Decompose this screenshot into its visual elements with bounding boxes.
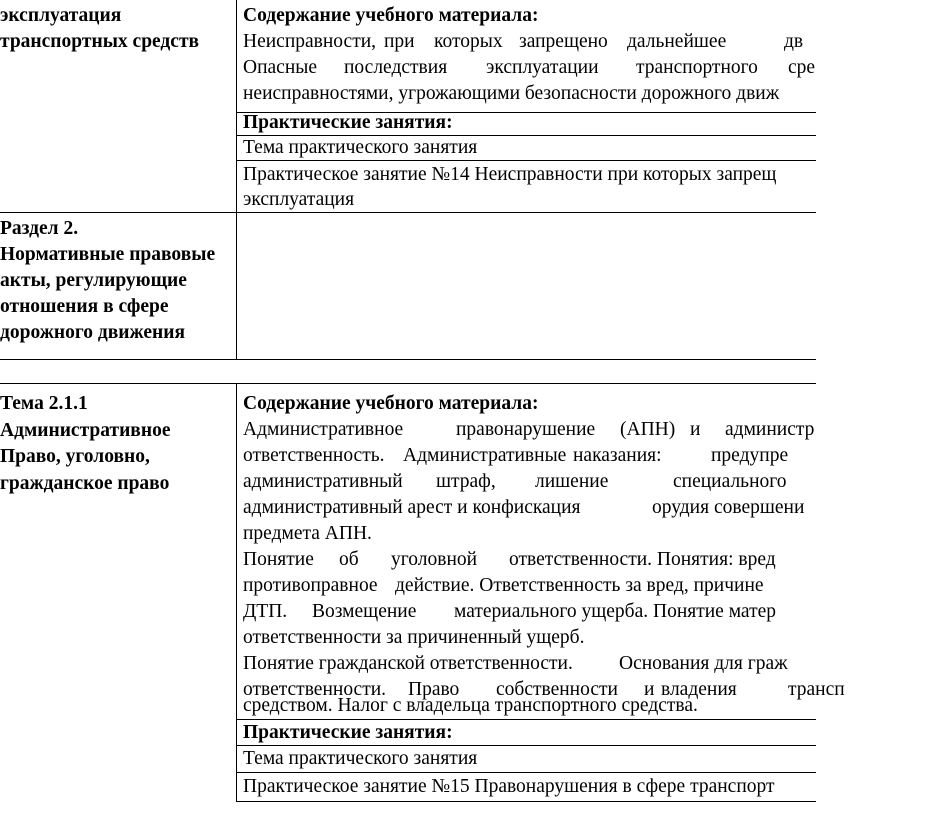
word: Административные	[403, 445, 567, 466]
word: и	[690, 419, 701, 440]
topic-title: Тема 2.1.1	[0, 393, 88, 414]
word: Право	[408, 679, 460, 700]
justified-text-line	[243, 417, 943, 443]
word: ответственность.	[243, 445, 385, 466]
section-title: дорожного движения	[0, 322, 186, 343]
text-line: неисправностями, угрожающими безопасности дорожного движ	[243, 83, 780, 104]
text-line: средством. Налог с владельца транспортного средства.	[243, 695, 698, 716]
word: административный арест и конфискация	[243, 497, 581, 518]
word: орудия совершени	[652, 497, 805, 518]
practical-lesson: Практическое занятие №14 Неисправности при которых запрещ	[243, 164, 777, 185]
word: при	[384, 31, 415, 52]
practical-heading: Практические занятия:	[243, 722, 453, 743]
section-title: Нормативные правовые	[0, 244, 216, 265]
word: эксплуатации	[486, 57, 599, 78]
rule	[0, 212, 816, 213]
word: дальнейшее	[627, 31, 727, 52]
word: ДТП.	[243, 601, 288, 622]
word: последствия	[344, 57, 448, 78]
text-line: ответственности за причиненный ущерб.	[243, 627, 585, 648]
word: Понятие гражданской ответственности.	[243, 653, 573, 674]
word: владения	[661, 679, 737, 700]
word: специального	[673, 471, 787, 492]
word: предупре	[711, 445, 789, 466]
word: ответственности.	[243, 679, 387, 700]
justified-text-line	[243, 599, 943, 625]
word: противоправное	[243, 575, 378, 596]
justified-text-line	[243, 547, 943, 573]
word: сре	[788, 57, 816, 78]
practical-heading: Практические занятия:	[243, 112, 453, 133]
section-title: Раздел 2.	[0, 218, 79, 239]
justified-text-line	[243, 55, 943, 81]
word: Возмещение	[312, 601, 417, 622]
section-title: отношения в сфере	[0, 296, 169, 317]
word: дв	[784, 31, 804, 52]
justified-text-line	[243, 651, 943, 677]
column-divider	[236, 0, 237, 360]
rule	[236, 801, 816, 802]
word: действие. Ответственность за вред, причине	[395, 575, 764, 596]
practical-topic-label: Тема практического занятия	[243, 137, 478, 158]
content-heading: Содержание учебного материала:	[243, 393, 539, 414]
word: запрещено	[519, 31, 608, 52]
word: материального ущерба. Понятие матер	[454, 601, 776, 622]
word: лишение	[535, 471, 609, 492]
topic-title: гражданское право	[0, 473, 170, 494]
topic-title: Административное	[0, 420, 171, 441]
word: собственности	[496, 679, 618, 700]
rule	[0, 383, 816, 384]
word: штраф,	[436, 471, 496, 492]
topic-title-line: транспортных средств	[0, 31, 200, 52]
word: Административное	[243, 419, 404, 440]
text-line: предмета АПН.	[243, 523, 372, 544]
column-divider	[236, 383, 237, 802]
practical-lesson: эксплуатация	[243, 189, 355, 210]
word: и	[644, 679, 655, 700]
justified-text-line	[243, 495, 943, 521]
word: наказания:	[573, 445, 662, 466]
word: транспортного	[636, 57, 758, 78]
justified-text-line	[243, 443, 943, 469]
word: администр	[725, 419, 815, 440]
word: (АПН)	[620, 419, 676, 440]
justified-text-line	[243, 29, 943, 55]
word: Основания для граж	[619, 653, 788, 674]
word: административный	[243, 471, 403, 492]
word: Неисправности,	[243, 31, 377, 52]
word: об	[339, 549, 359, 570]
word: трансп	[788, 679, 845, 700]
word: Опасные	[243, 57, 318, 78]
practical-topic-label: Тема практического занятия	[243, 748, 478, 769]
topic-title-line: эксплуатация	[0, 5, 122, 26]
word: уголовной	[391, 549, 478, 570]
content-heading: Содержание учебного материала:	[243, 5, 539, 26]
word: правонарушение	[456, 419, 596, 440]
practical-lesson: Практическое занятие №15 Правонарушения в сфере транспорт	[243, 776, 775, 797]
justified-text-line	[243, 469, 943, 495]
rule	[0, 359, 816, 360]
word: ответственности. Понятия: вред	[509, 549, 776, 570]
word: которых	[434, 31, 503, 52]
topic-title: Право, уголовно,	[0, 446, 150, 467]
justified-text-line	[243, 573, 943, 599]
section-title: акты, регулирующие	[0, 270, 187, 291]
rule	[236, 772, 816, 773]
word: Понятие	[243, 549, 314, 570]
